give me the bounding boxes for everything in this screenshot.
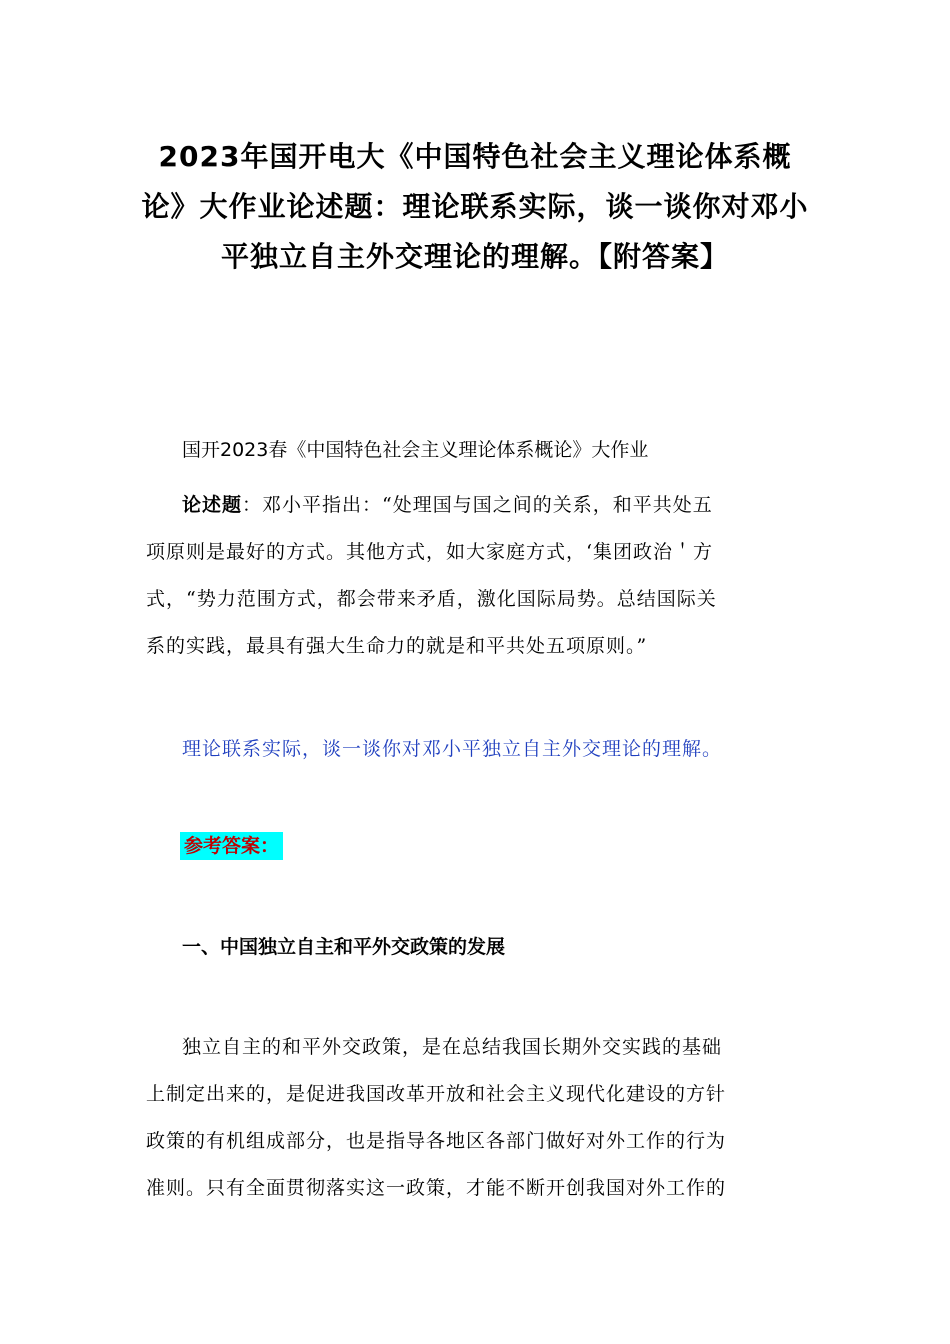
body-line: 独立自主的和平外交政策，是在总结我国长期外交实践的基础 bbox=[182, 1036, 723, 1058]
title-line: 平独立自主外交理论的理解。【附答案】 bbox=[220, 240, 729, 273]
question-line: 项原则是最好的方式。其他方式，如大家庭方式，‘集团政治＇方 bbox=[146, 541, 714, 563]
question-line: 式，“势力范围方式，都会带来矛盾，激化国际局势。总结国际关 bbox=[146, 588, 717, 610]
body-line: 上制定出来的，是促进我国改革开放和社会主义现代化建设的方针 bbox=[146, 1083, 727, 1105]
reference-answer-label: 参考答案： bbox=[180, 832, 283, 860]
title-line: 论》大作业论述题：理论联系实际，谈一谈你对邓小 bbox=[141, 190, 809, 223]
question-prompt: 理论联系实际，谈一谈你对邓小平独立自主外交理论的理解。 bbox=[182, 738, 723, 760]
question-paragraph bbox=[146, 482, 808, 670]
document-title bbox=[140, 132, 810, 282]
question-text: ：邓小平指出：“处理国与国之间的关系，和平共处五 bbox=[242, 494, 713, 516]
body-line: 准则。只有全面贯彻落实这一政策，才能不断开创我国对外工作的 bbox=[146, 1177, 727, 1199]
assignment-subheading: 国开2023春《中国特色社会主义理论体系概论》大作业 bbox=[182, 439, 649, 461]
body-line: 政策的有机组成部分，也是指导各地区各部门做好对外工作的行为 bbox=[146, 1130, 727, 1152]
question-label: 论述题 bbox=[182, 494, 243, 516]
title-line: 2023年国开电大《中国特色社会主义理论体系概 bbox=[158, 140, 792, 173]
question-line: 系的实践，最具有强大生命力的就是和平共处五项原则。” bbox=[146, 635, 648, 657]
body-paragraph bbox=[146, 1024, 808, 1212]
question-first-line bbox=[146, 482, 808, 529]
section-heading: 一、中国独立自主和平外交政策的发展 bbox=[182, 936, 506, 958]
